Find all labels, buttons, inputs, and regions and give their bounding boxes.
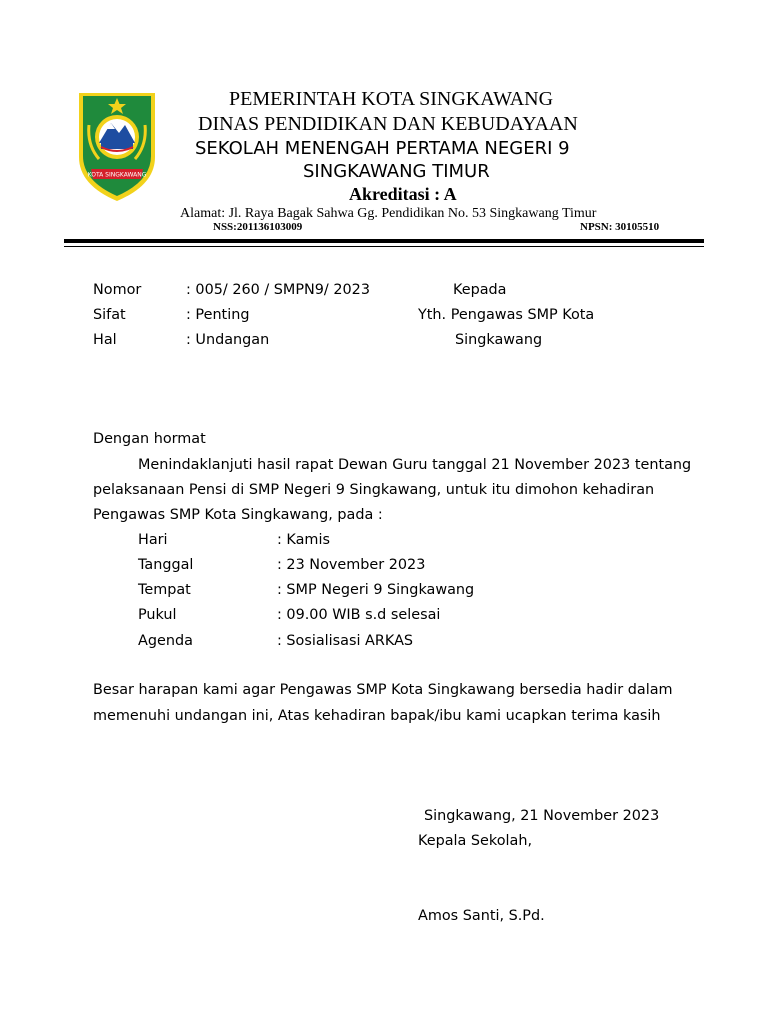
agenda-label: Agenda — [138, 633, 193, 649]
accreditation: Akreditasi : A — [349, 184, 457, 204]
letterhead-district: SINGKAWANG TIMUR — [303, 161, 490, 182]
nomor-label: Nomor — [93, 282, 142, 298]
tempat-label: Tempat — [138, 582, 191, 598]
tanggal-value: : 23 November 2023 — [277, 557, 426, 573]
letterhead-school: SEKOLAH MENENGAH PERTAMA NEGERI 9 — [195, 138, 570, 159]
school-address: Alamat: Jl. Raya Bagak Sahwa Gg. Pendidikan No. 53 Singkawang Timur — [180, 206, 597, 221]
hari-value: : Kamis — [277, 532, 330, 548]
agenda-value: : Sosialisasi ARKAS — [277, 633, 414, 649]
sifat-label: Sifat — [93, 307, 126, 323]
tempat-value: : SMP Negeri 9 Singkawang — [277, 582, 475, 598]
pukul-value: : 09.00 WIB s.d selesai — [277, 607, 441, 623]
nss-number: NSS:201136103009 — [213, 221, 303, 233]
sifat-value: : Penting — [186, 307, 250, 323]
recipient-kepada: Kepada — [453, 282, 507, 298]
pukul-label: Pukul — [138, 607, 177, 623]
greeting: Dengan hormat — [93, 431, 206, 447]
city-logo-emblem — [77, 85, 157, 203]
hari-label: Hari — [138, 532, 168, 548]
logo-text: KOTA SINGKAWANG — [87, 171, 147, 179]
letterhead-department: DINAS PENDIDIKAN DAN KEBUDAYAAN — [198, 113, 578, 135]
signature-name: Amos Santi, S.Pd. — [418, 908, 545, 924]
hal-value: : Undangan — [186, 332, 270, 348]
letterhead-divider-thin — [64, 246, 704, 247]
paragraph-line: Menindaklanjuti hasil rapat Dewan Guru tanggal 21 November 2023 tentang — [138, 457, 692, 473]
letterhead-government: PEMERINTAH KOTA SINGKAWANG — [229, 88, 554, 110]
paragraph-line: Pengawas SMP Kota Singkawang, pada : — [93, 507, 383, 523]
paragraph-line: pelaksanaan Pensi di SMP Negeri 9 Singkawang, untuk itu dimohon kehadiran — [93, 482, 655, 498]
recipient-city: Singkawang — [455, 332, 543, 348]
hal-label: Hal — [93, 332, 117, 348]
closing-line: memenuhi undangan ini, Atas kehadiran bapak/ibu kami ucapkan terima kasih — [93, 708, 661, 724]
nomor-value: : 005/ 260 / SMPN9/ 2023 — [186, 282, 370, 298]
npsn-number: NPSN: 30105510 — [580, 221, 660, 233]
signature-position: Kepala Sekolah, — [418, 833, 533, 849]
closing-line: Besar harapan kami agar Pengawas SMP Kota Singkawang bersedia hadir dalam — [93, 682, 673, 698]
recipient-title: Yth. Pengawas SMP Kota — [418, 307, 595, 323]
tanggal-label: Tanggal — [138, 557, 194, 573]
signature-place-date: Singkawang, 21 November 2023 — [424, 808, 660, 824]
letterhead-divider-thick — [64, 239, 704, 243]
